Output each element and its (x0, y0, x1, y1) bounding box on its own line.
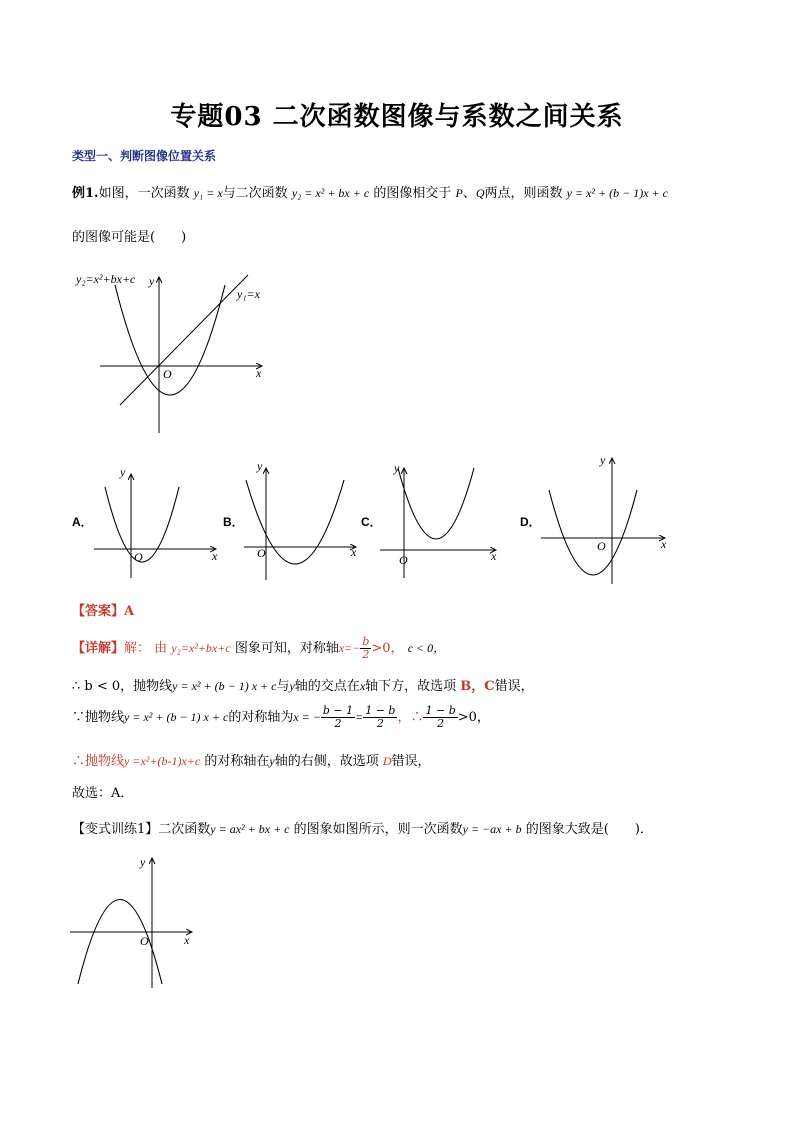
example1-question (72, 182, 668, 201)
svg-text:O: O (399, 553, 408, 567)
detail-text: >0， (371, 641, 404, 656)
answer-line (72, 600, 134, 619)
section-type-heading: 类型一、判断图像位置关系 (72, 149, 217, 163)
formula: y =x²+(b-1)x+c (124, 754, 201, 768)
example-text: 的图像相交于 (373, 186, 452, 201)
formula: y = x² + (b − 1) x + c (124, 710, 229, 724)
option-c-label[interactable]: C． (361, 515, 382, 529)
curve-label-y2: y₂=x²+bx+c (76, 272, 136, 286)
detail-text: 的对称轴为 (228, 710, 294, 725)
fraction: $\frac{b}{2}$ (362, 635, 370, 661)
detail-text: 图象可知，对称轴 (234, 641, 339, 656)
line-y1 (120, 275, 248, 405)
answer-value: A (124, 604, 135, 619)
detail-text: 与 (276, 679, 290, 694)
detail-text: >0， (457, 710, 490, 725)
svg-text:O: O (597, 539, 606, 553)
svg-text:y: y (120, 465, 126, 479)
detail-text: B，C (460, 679, 495, 694)
option-d-label[interactable]: D． (520, 515, 541, 529)
detail-line-4 (72, 750, 431, 769)
variant-tag: 【变式训练1】 (72, 822, 159, 837)
option-b-graph[interactable] (236, 456, 364, 586)
formula: y₂=x²+bx+c (171, 641, 231, 655)
detail-text: 错误， (494, 679, 534, 694)
detail-text: 错误， (391, 754, 431, 769)
formula: y = −ax + b (462, 822, 522, 836)
svg-text:y: y (394, 461, 400, 475)
answer-tag: 【答案】 (72, 604, 125, 619)
formula: c < 0， (407, 641, 446, 655)
detail-text: ，∴ (397, 710, 424, 725)
option-a-label[interactable]: A． (72, 515, 93, 529)
formula: x = − (293, 710, 321, 724)
svg-text:x: x (184, 933, 190, 947)
formula: y = ax² + bx + c (210, 822, 290, 836)
fraction: $\frac{1 - b}{2}$ (425, 704, 456, 730)
detail-text: ∴ b < 0，抛物线 (72, 679, 173, 694)
formula: D (382, 754, 392, 768)
formula: x=− (338, 641, 361, 655)
origin-label: O (163, 367, 172, 381)
formula: x (359, 679, 366, 693)
example-text: 如图，一次函数 (98, 186, 190, 201)
example1-question-line2: 的图像可能是( ) (72, 230, 187, 245)
formula-y1: y₁ = x (193, 186, 223, 200)
svg-text:x: x (351, 545, 357, 559)
variant-text: 的图象大致是( )． (525, 822, 653, 837)
detail-line-5: 故选：A． (72, 786, 134, 801)
svg-text:y: y (600, 453, 606, 467)
detail-text: 的对称轴在 (204, 754, 270, 769)
example-label: 例1. (72, 186, 99, 201)
separator: 、 (462, 186, 476, 201)
page-title: 专题03 二次函数图像与系数之间关系 (170, 102, 624, 132)
point-q: Q (475, 186, 485, 200)
variant-text: 的图象如图所示，则一次函数 (293, 822, 463, 837)
line-label-y1: y₁=x (237, 287, 260, 301)
formula: y = x² + (b − 1) x + c (172, 679, 277, 693)
svg-text:O: O (257, 546, 266, 560)
option-d-graph[interactable] (535, 452, 675, 586)
formula: y (269, 754, 275, 768)
formula-y2: y₂ = x² + bx + c (291, 186, 370, 200)
svg-text:x: x (212, 549, 218, 563)
detail-line-1 (72, 636, 445, 661)
main-graph (70, 265, 290, 440)
detail-text: 解： 由 (124, 641, 168, 656)
fraction: $\frac{1 - b}{2}$ (365, 704, 396, 730)
formula-y3: y = x² + (b − 1)x + c (566, 186, 668, 200)
y-axis-label: y (149, 274, 155, 288)
variant-question (72, 818, 653, 837)
option-b-label[interactable]: B． (223, 515, 244, 529)
point-p: P (455, 186, 463, 200)
svg-text:y: y (257, 459, 263, 473)
detail-text: 轴下方，故选项 (365, 679, 457, 694)
variant-graph (66, 852, 206, 992)
svg-text:x: x (491, 549, 497, 563)
svg-text:x: x (661, 537, 667, 551)
example-text: 与二次函数 (222, 186, 288, 201)
detail-text: 轴的右侧，故选项 (274, 754, 379, 769)
option-a-graph[interactable] (88, 462, 223, 584)
fraction: $\frac{b - 1}{2}$ (322, 704, 354, 730)
formula: y (289, 679, 295, 693)
detail-text: ∴抛物线 (72, 754, 125, 769)
svg-text:O: O (134, 550, 143, 564)
x-axis-label: x (256, 366, 262, 380)
detail-text: 轴的交点在 (294, 679, 360, 694)
svg-text:O: O (140, 934, 149, 948)
option-c-graph[interactable] (374, 458, 504, 586)
detail-line-3 (72, 705, 490, 730)
detail-text: ∵抛物线 (72, 710, 125, 725)
formula: = (355, 710, 364, 724)
variant-text: 二次函数 (158, 822, 211, 837)
detail-line-2 (72, 675, 534, 694)
detail-tag: 【详解】 (72, 641, 125, 656)
example-text: 两点，则函数 (484, 186, 563, 201)
svg-text:y: y (140, 855, 146, 869)
